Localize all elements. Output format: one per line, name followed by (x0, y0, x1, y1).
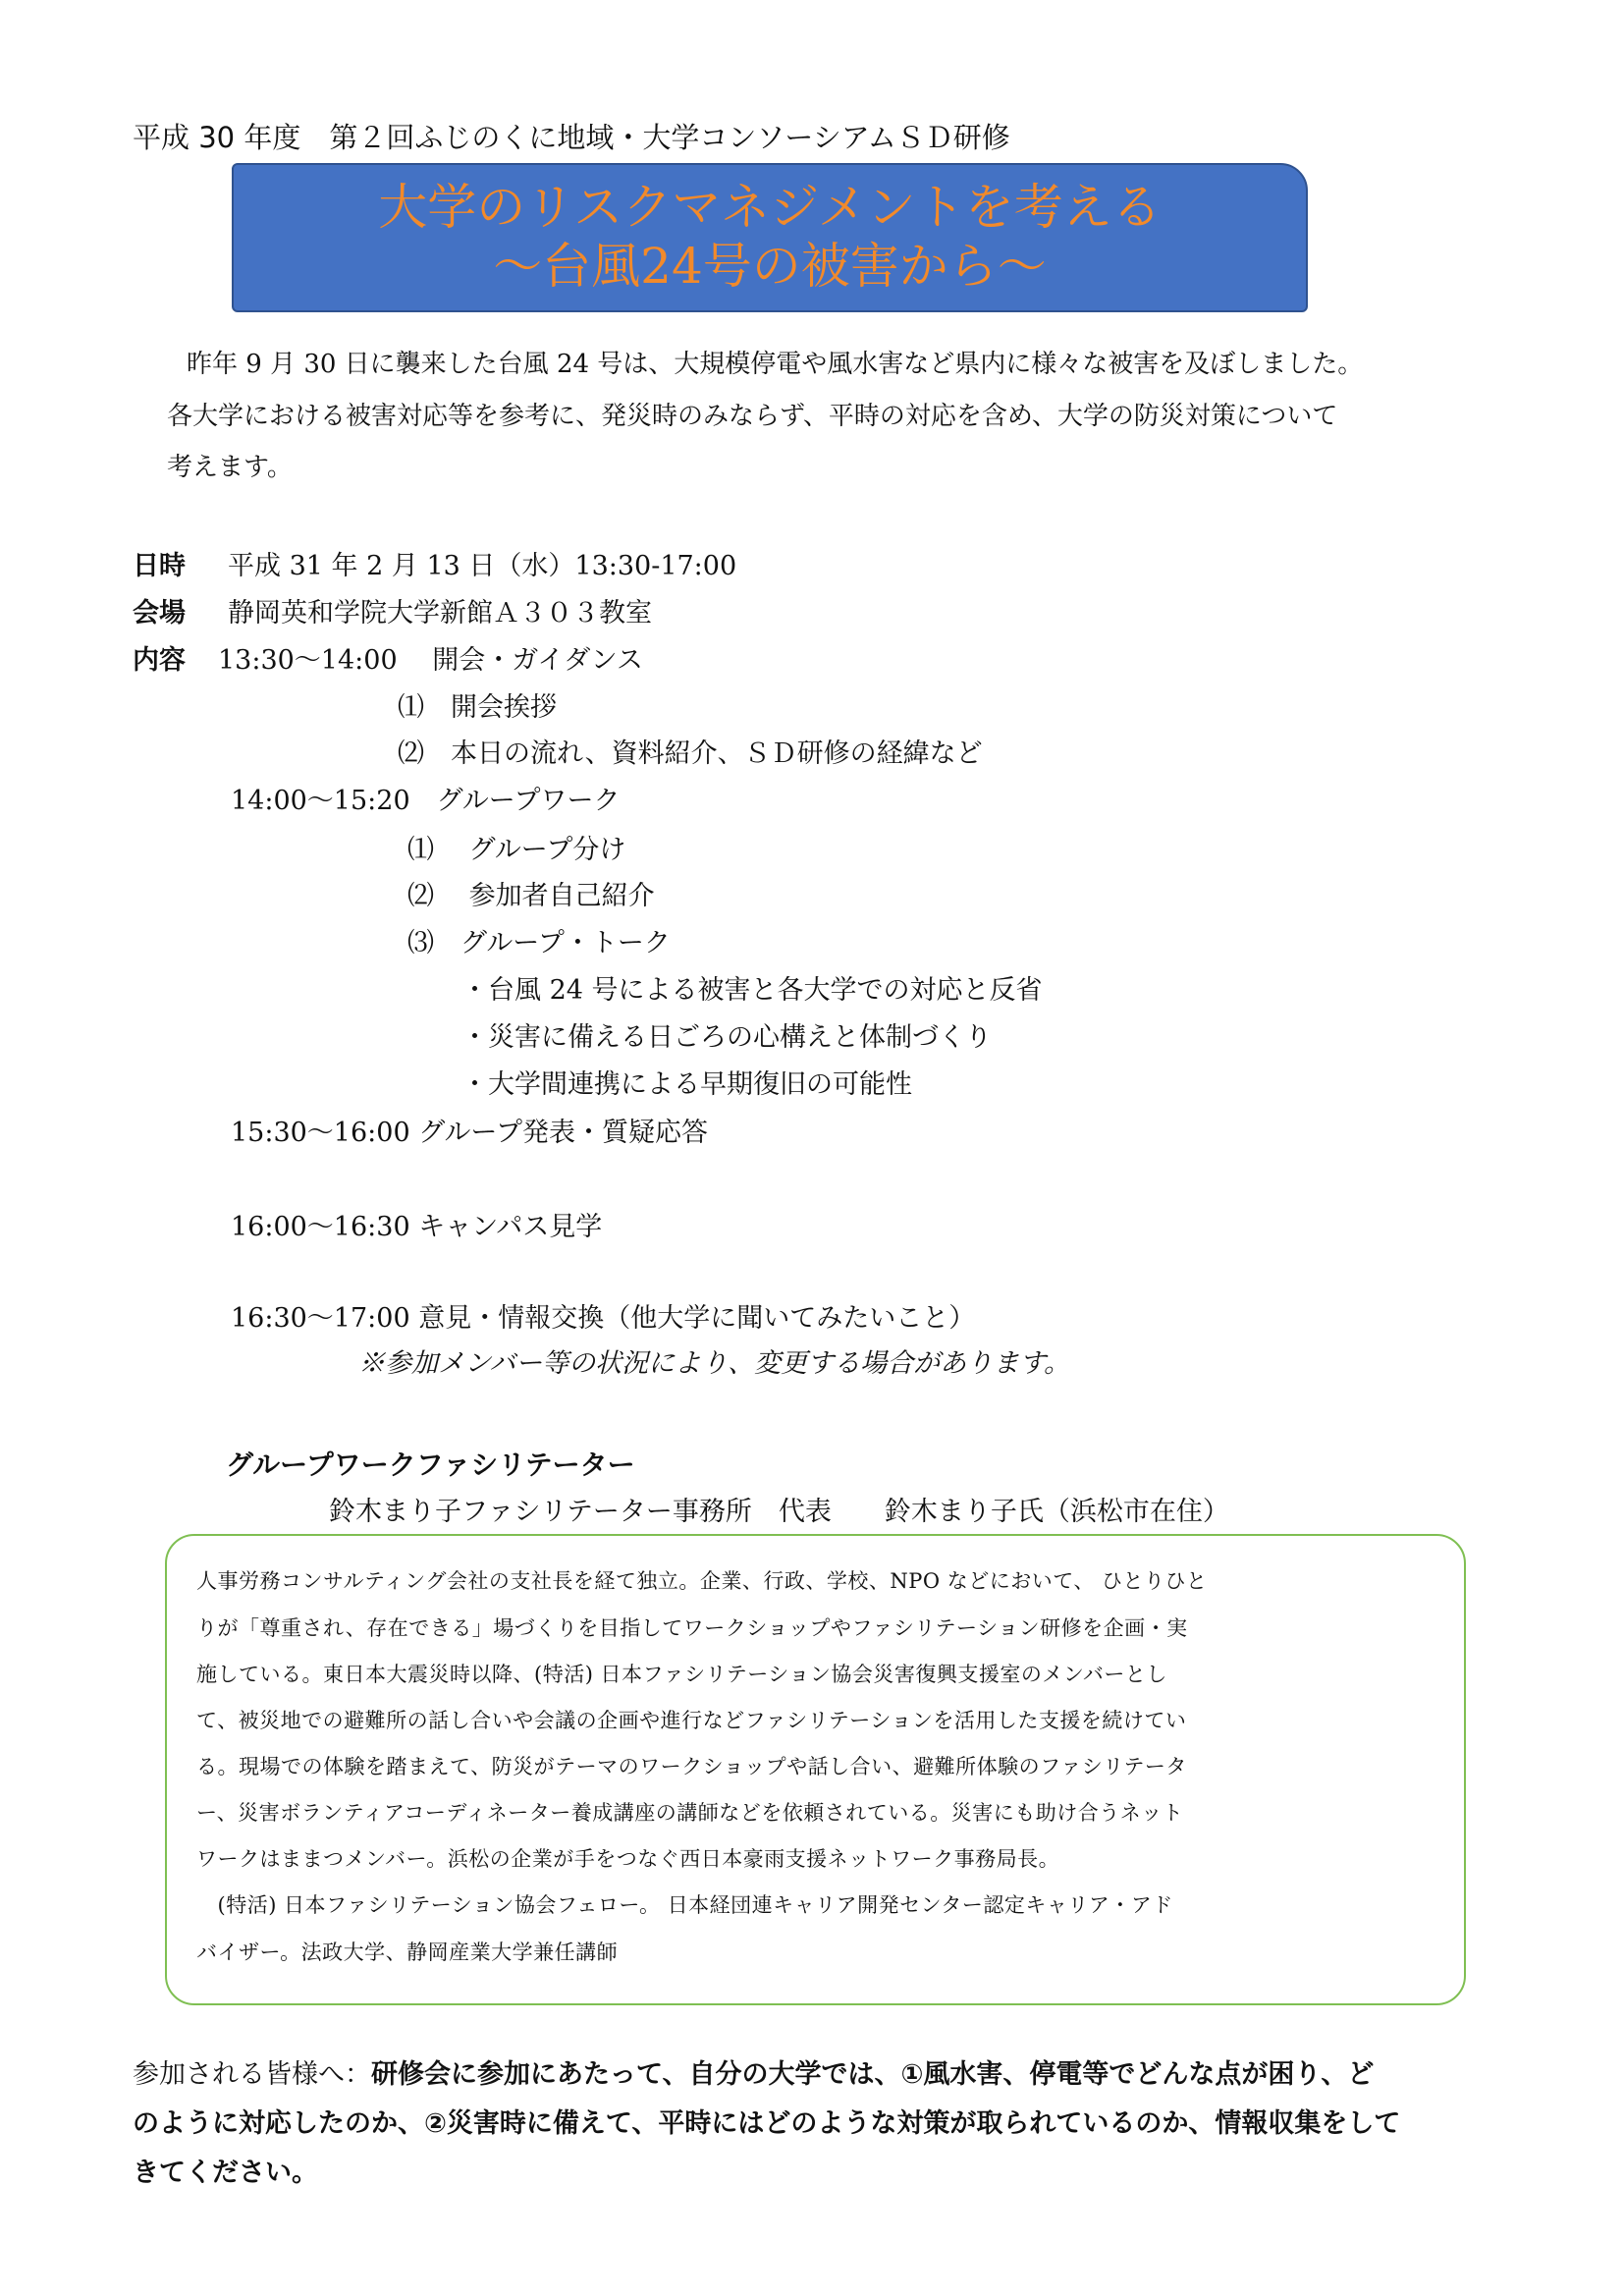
venue-label: 会場 (133, 598, 186, 629)
venue-value: 静岡英和学院大学新館Ａ３０３教室 (228, 598, 652, 629)
bio-line: 施している。東日本大震災時以降、(特活) 日本ファシリテーション協会災害復興支援室のメンバーとし (196, 1663, 1167, 1686)
schedule-item: ・災害に備える日ごろの心構えと体制づくり (461, 1022, 992, 1053)
title-banner (232, 163, 1308, 312)
facilitator-bio-box (165, 1534, 1466, 2005)
schedule-note: ※参加メンバー等の状況により、変更する場合があります。 (358, 1348, 1070, 1379)
schedule-item: ⑶ グループ・トーク (407, 928, 671, 958)
schedule-item: 13:30～14:00 開会・ガイダンス (218, 645, 643, 676)
schedule-item: 14:00～15:20 グループワーク (231, 786, 621, 816)
bio-line: (特活) 日本ファシリテーション協会フェロー。 日本経団連キャリア開発センター認定キャリア・アド (196, 1893, 1173, 1917)
intro-line-3: 考えます。 (167, 453, 293, 482)
participants-prefix: 参加される皆様へ： (133, 2059, 371, 2090)
bio-line: ー、災害ボランティアコーディネーター養成講座の講師などを依頼されている。災害にも助け合うネット (196, 1801, 1184, 1825)
bio-line: 人事労務コンサルティング会社の支社長を経て独立。企業、行政、学校、NPO などにおいて、 ひとりひと (196, 1569, 1208, 1593)
participants-line-2 (133, 2102, 1400, 2140)
facilitator-heading: グループワークファシリテーター (226, 1449, 635, 1481)
participants-text: のように対応したのか、②災害時に備えて、平時にはどのような対策が取られているのか、情報収集をして (133, 2108, 1401, 2139)
intro-line-2: 各大学における被害対応等を参考に、発災時のみならず、平時の対応を含め、大学の防災対策について (167, 402, 1338, 431)
bio-line: バイザー。法政大学、静岡産業大学兼任講師 (196, 1941, 619, 1964)
participants-text: きてください。 (133, 2158, 318, 2188)
schedule-item: ⑴ グループ分け (407, 835, 626, 865)
banner-title-line1: 大学のリスクマネジメントを考える (378, 179, 1162, 236)
schedule-item: ・大学間連携による早期復旧の可能性 (461, 1069, 912, 1100)
participants-line-3 (133, 2151, 318, 2189)
schedule-item: 15:30～16:00 グループ発表・質疑応答 (231, 1118, 709, 1148)
banner-title-line2: ～台風24号の被害から～ (493, 238, 1047, 295)
participants-text: 研修会に参加にあたって、自分の大学では、①風水害、停電等でどんな点が困り、ど (371, 2059, 1375, 2090)
participants-line-1 (133, 2052, 1374, 2091)
schedule-item: ⑵ 参加者自己紹介 (407, 881, 655, 911)
schedule-item: 16:00～16:30 キャンパス見学 (231, 1212, 603, 1242)
date-value: 平成 31 年 2 月 13 日（水）13:30-17:00 (228, 551, 737, 581)
schedule-item: 16:30～17:00 意見・情報交換（他大学に聞いてみたいこと） (231, 1303, 976, 1334)
bio-line: りが「尊重され、存在できる」場づくりを目指してワークショップやファシリテーション研修を企画・実 (196, 1616, 1188, 1640)
schedule-item: ・台風 24 号による被害と各大学での対応と反省 (461, 975, 1043, 1006)
facilitator-line: 鈴木まり子ファシリテーター事務所 代表 鈴木まり子氏（浜松市在住） (329, 1497, 1229, 1527)
schedule-item: ⑴ 開会挨拶 (398, 692, 557, 723)
header-title: 平成 30 年度 第２回ふじのくに地域・大学コンソーシアムＳＤ研修 (133, 121, 1010, 154)
bio-line: る。現場での体験を踏まえて、防災がテーマのワークショップや話し合い、避難所体験のファシリテータ (196, 1755, 1187, 1778)
bio-line: ワークはままつメンバー。浜松の企業が手をつなぐ西日本豪雨支援ネットワーク事務局長。 (196, 1847, 1060, 1871)
schedule-item: ⑵ 本日の流れ、資料紹介、ＳＤ研修の経緯など (398, 738, 983, 769)
content-label: 内容 (133, 645, 186, 676)
date-label: 日時 (133, 551, 186, 581)
bio-line: て、被災地での避難所の話し合いや会議の企画や進行などファシリテーションを活用した支援を続けてい (196, 1709, 1187, 1732)
intro-line-1: 昨年 9 月 30 日に襲来した台風 24 号は、大規模停電や風水害など県内に様々な被害を及ぼしました。 (187, 350, 1364, 379)
